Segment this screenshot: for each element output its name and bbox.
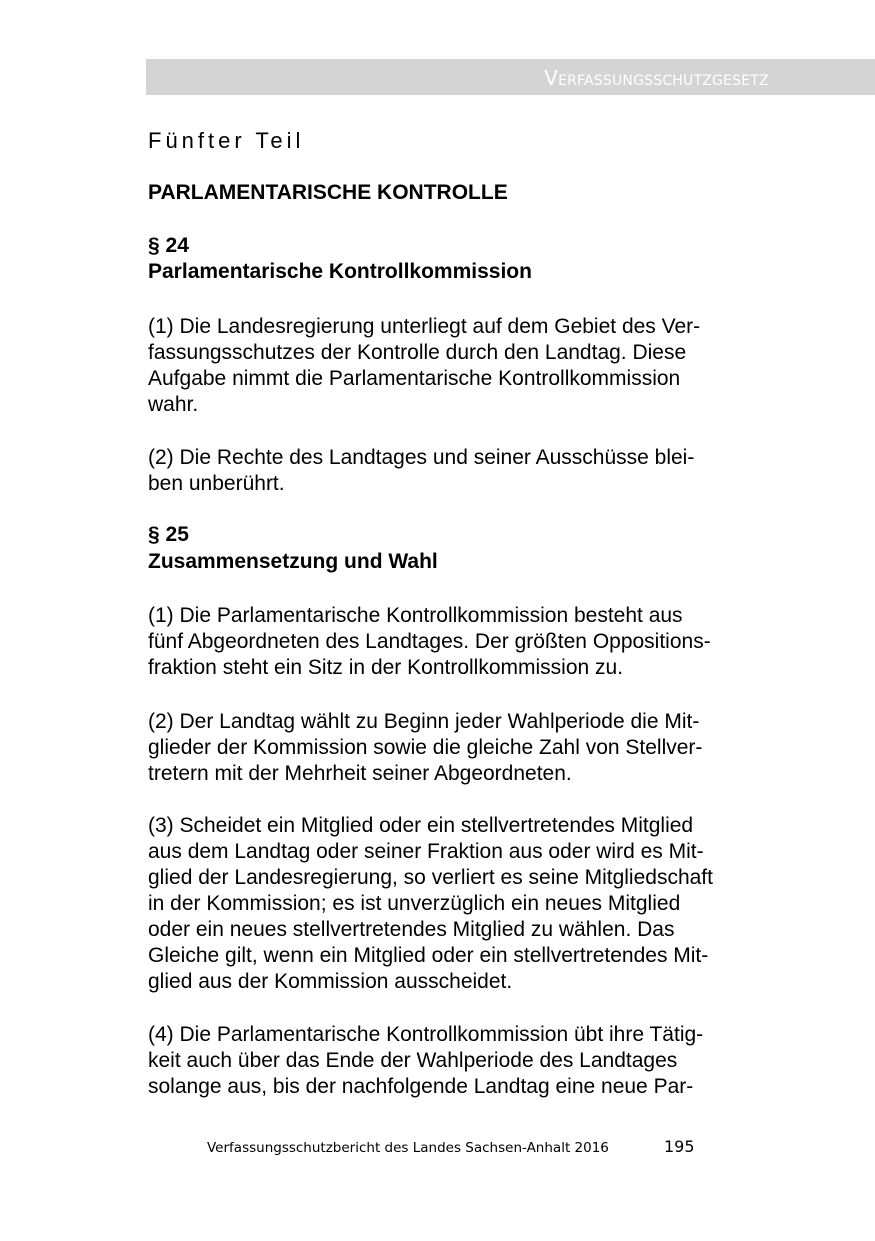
text-line: glieder der Kommission sowie die gleiche Zahl von Stellver- [148,736,703,759]
text-line: keit auch über das Ende der Wahlperiode des Landtages [148,1049,678,1072]
text-line: (1) Die Parlamentarische Kontrollkommission besteht aus [148,604,683,627]
text-line: in der Kommission; es ist unverzüglich ein neues Mitglied [148,892,681,915]
text-line: fassungsschutzes der Kontrolle durch den Landtag. Diese [148,341,687,364]
running-header-band [146,59,875,95]
section-number: § 25 [148,523,189,546]
section-number: § 24 [148,234,189,257]
paragraph [148,709,702,787]
text-line: ben unberührt. [148,472,285,495]
text-line: wahr. [148,393,199,416]
section-title: Parlamentarische Kontrollkommission [148,260,532,283]
text-line: (2) Die Rechte des Landtages und seiner Ausschüsse blei- [148,446,695,469]
running-header-title: Verfassungsschutzgesetz [544,66,769,90]
text-line: (1) Die Landesregierung unterliegt auf dem Gebiet des Ver- [148,315,701,338]
paragraph [148,813,713,995]
text-line: glied aus der Kommission ausscheidet. [148,970,513,993]
section-title: Zusammensetzung und Wahl [148,550,438,573]
paragraph [148,603,711,681]
paragraph [148,445,694,497]
text-line: fünf Abgeordneten des Landtages. Der größten Oppositions- [148,630,711,653]
text-line: (4) Die Parlamentarische Kontrollkommission übt ihre Tätig- [148,1023,704,1046]
text-line: fraktion steht ein Sitz in der Kontrollkommission zu. [148,656,624,679]
text-line: tretern mit der Mehrheit seiner Abgeordneten. [148,762,572,785]
text-line: Aufgabe nimmt die Parlamentarische Kontrollkommission [148,367,681,390]
text-line: oder ein neues stellvertretendes Mitglied zu wählen. Das [148,918,675,941]
page-number: 195 [664,1137,695,1156]
text-line: glied der Landesregierung, so verliert es seine Mitgliedschaft [148,866,713,889]
paragraph [148,1022,703,1100]
text-line: (2) Der Landtag wählt zu Beginn jeder Wahlperiode die Mit- [148,710,700,733]
page-footer-text: Verfassungsschutzbericht des Landes Sachsen-Anhalt 2016 [207,1140,609,1156]
text-line: Gleiche gilt, wenn ein Mitglied oder ein stellvertretendes Mit- [148,944,709,967]
text-line: solange aus, bis der nachfolgende Landtag eine neue Par- [148,1075,694,1098]
text-line: aus dem Landtag oder seiner Fraktion aus oder wird es Mit- [148,840,704,863]
part-heading: PARLAMENTARISCHE KONTROLLE [148,181,508,204]
part-label: Fünfter Teil [148,128,305,153]
text-line: (3) Scheidet ein Mitglied oder ein stellvertretendes Mitglied [148,814,694,837]
paragraph [148,314,700,418]
